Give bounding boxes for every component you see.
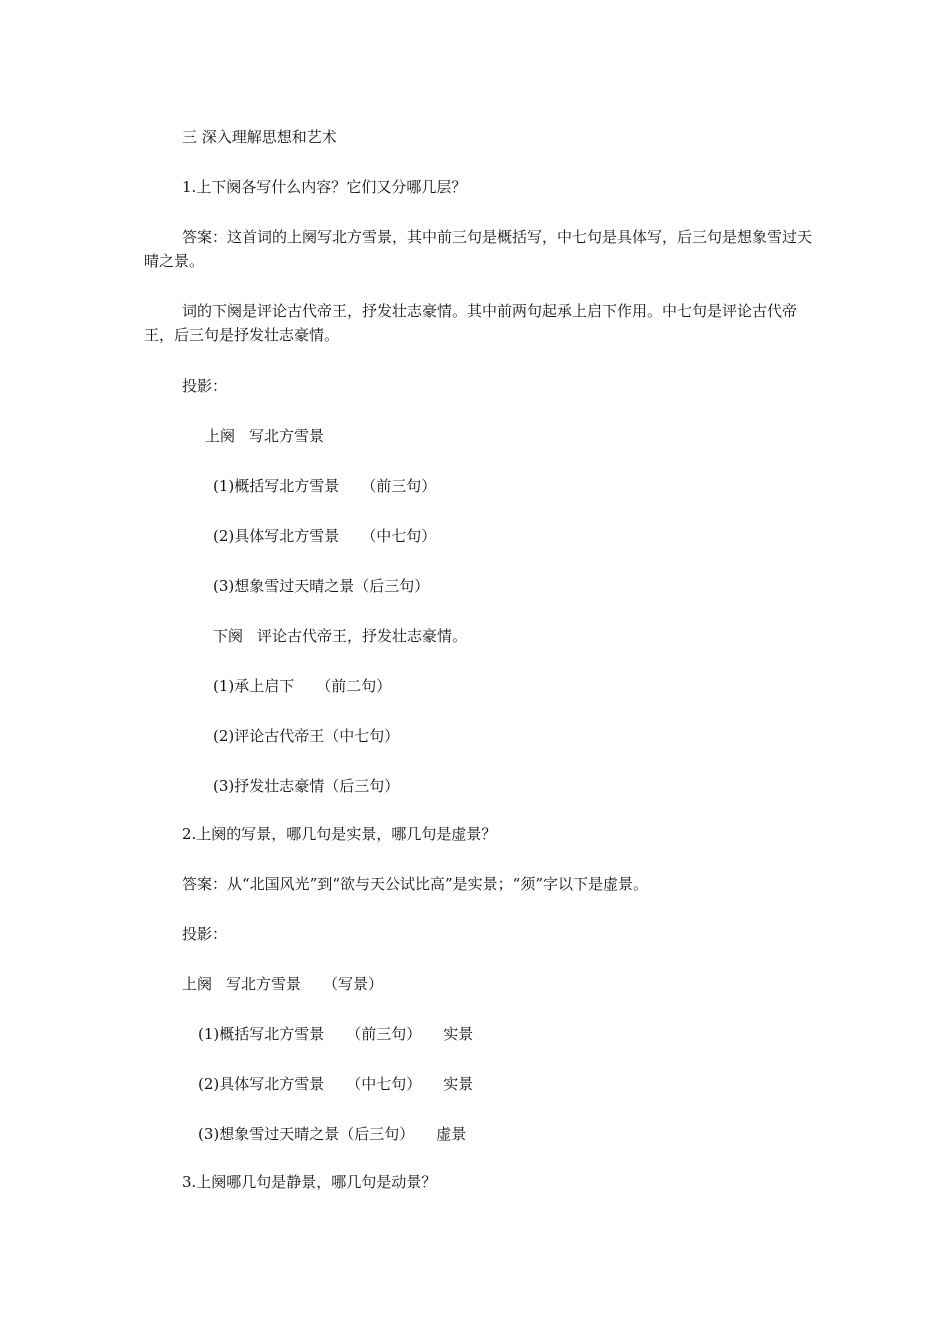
outline-upper-head: 上阕 bbox=[205, 427, 236, 445]
outline-lower-heading bbox=[213, 626, 467, 646]
outline2-item: (3)想象雪过天晴之景（后三句） 虚景 bbox=[198, 1125, 467, 1143]
outline2-item: (1)概括写北方雪景 （前三句） 实景 bbox=[198, 1025, 474, 1043]
projection-label-1: 投影： bbox=[182, 377, 228, 395]
outline-upper-heading bbox=[205, 426, 324, 446]
outline2-item: (2)具体写北方雪景 （中七句） 实景 bbox=[198, 1075, 474, 1093]
question-3: 3.上阕哪几句是静景，哪几句是动景？ bbox=[182, 1173, 437, 1191]
outline-lower-head: 下阕 bbox=[213, 627, 244, 645]
answer-1-upper: 答案：这首词的上阕写北方雪景，其中前三句是概括写，中七句是具体写，后三句是想象雪过天晴之景。 bbox=[144, 228, 813, 270]
outline2-upper-heading: 上阕 写北方雪景 （写景） bbox=[182, 975, 384, 993]
outline-upper-item: (2)具体写北方雪景 （中七句） bbox=[213, 527, 437, 545]
section-heading: 三 深入理解思想和艺术 bbox=[182, 128, 337, 146]
outline-lower-item: (2)评论古代帝王（中七句） bbox=[213, 727, 400, 745]
answer-1-lower: 词的下阕是评论古代帝王，抒发壮志豪情。其中前两句起承上启下作用。中七句是评论古代帝王，后三句是抒发壮志豪情。 bbox=[144, 302, 798, 344]
projection-label-2: 投影： bbox=[182, 925, 228, 943]
outline-lower-item: (1)承上启下 （前二句） bbox=[213, 677, 392, 695]
outline-upper-item: (1)概括写北方雪景 （前三句） bbox=[213, 477, 437, 495]
outline-upper-theme: 写北方雪景 bbox=[249, 427, 325, 445]
outline-lower-theme: 评论古代帝王，抒发壮志豪情。 bbox=[257, 627, 468, 645]
outline-upper-item: (3)想象雪过天晴之景（后三句） bbox=[213, 577, 430, 595]
question-2: 2.上阕的写景，哪几句是实景，哪几句是虚景？ bbox=[182, 825, 497, 843]
question-1: 1.上下阕各写什么内容？它们又分哪几层？ bbox=[182, 178, 467, 196]
outline-lower-item: (3)抒发壮志豪情（后三句） bbox=[213, 777, 400, 795]
answer-2: 答案：从“北国风光”到“欲与天公试比高”是实景；“须”字以下是虚景。 bbox=[182, 875, 649, 893]
